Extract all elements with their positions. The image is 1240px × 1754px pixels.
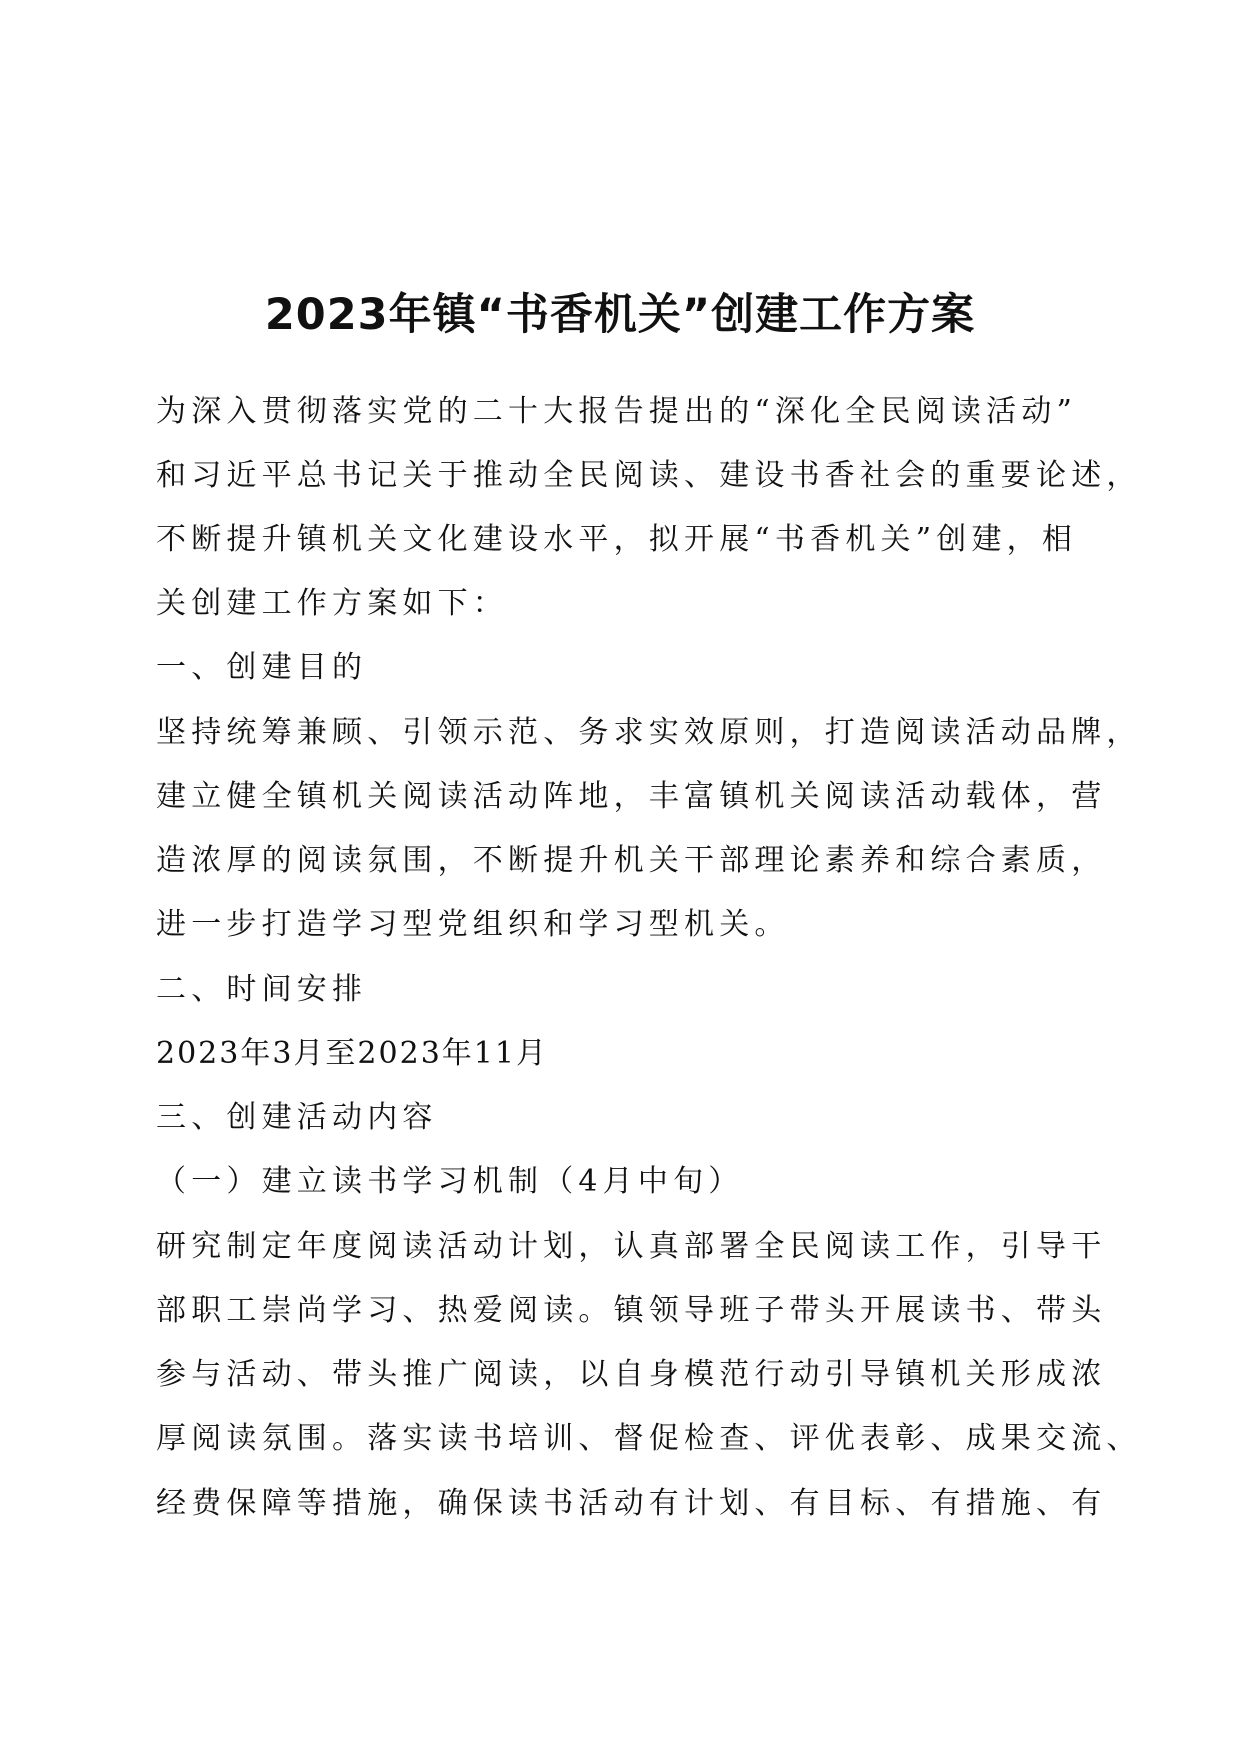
section-heading: 三、创建活动内容 [156, 1100, 438, 1135]
paragraph-line: 参与活动、带头推广阅读，以自身模范行动引导镇机关形成浓 [156, 1357, 1107, 1392]
paragraph-line: 坚持统筹兼顾、引领示范、务求实效原则，打造阅读活动品牌， [156, 715, 1142, 750]
document-title: 2023年镇“书香机关”创建工作方案 [264, 290, 976, 340]
paragraph-line: 造浓厚的阅读氛围，不断提升机关干部理论素养和综合素质， [156, 843, 1107, 878]
paragraph-line: 部职工崇尚学习、热爱阅读。镇领导班子带头开展读书、带头 [156, 1293, 1107, 1328]
paragraph-line: 2023年3月至2023年11月 [156, 1036, 548, 1071]
paragraph-line: 研究制定年度阅读活动计划，认真部署全民阅读工作，引导干 [156, 1229, 1107, 1264]
section-heading: 一、创建目的 [156, 650, 368, 685]
paragraph-line: 经费保障等措施，确保读书活动有计划、有目标、有措施、有 [156, 1486, 1107, 1521]
paragraph-line: 厚阅读氛围。落实读书培训、督促检查、评优表彰、成果交流、 [156, 1421, 1142, 1456]
subsection-heading: （一）建立读书学习机制（4月中旬） [156, 1164, 744, 1199]
paragraph-line: 和习近平总书记关于推动全民阅读、建设书香社会的重要论述， [156, 458, 1142, 493]
paragraph-line: 进一步打造学习型党组织和学习型机关。 [156, 907, 790, 942]
section-heading: 二、时间安排 [156, 972, 368, 1007]
paragraph-line: 关创建工作方案如下： [156, 586, 508, 621]
paragraph-line: 不断提升镇机关文化建设水平，拟开展“书香机关”创建，相 [156, 522, 1078, 557]
paragraph-line: 建立健全镇机关阅读活动阵地，丰富镇机关阅读活动载体，营 [156, 779, 1107, 814]
paragraph-line: 为深入贯彻落实党的二十大报告提出的“深化全民阅读活动” [156, 394, 1078, 429]
